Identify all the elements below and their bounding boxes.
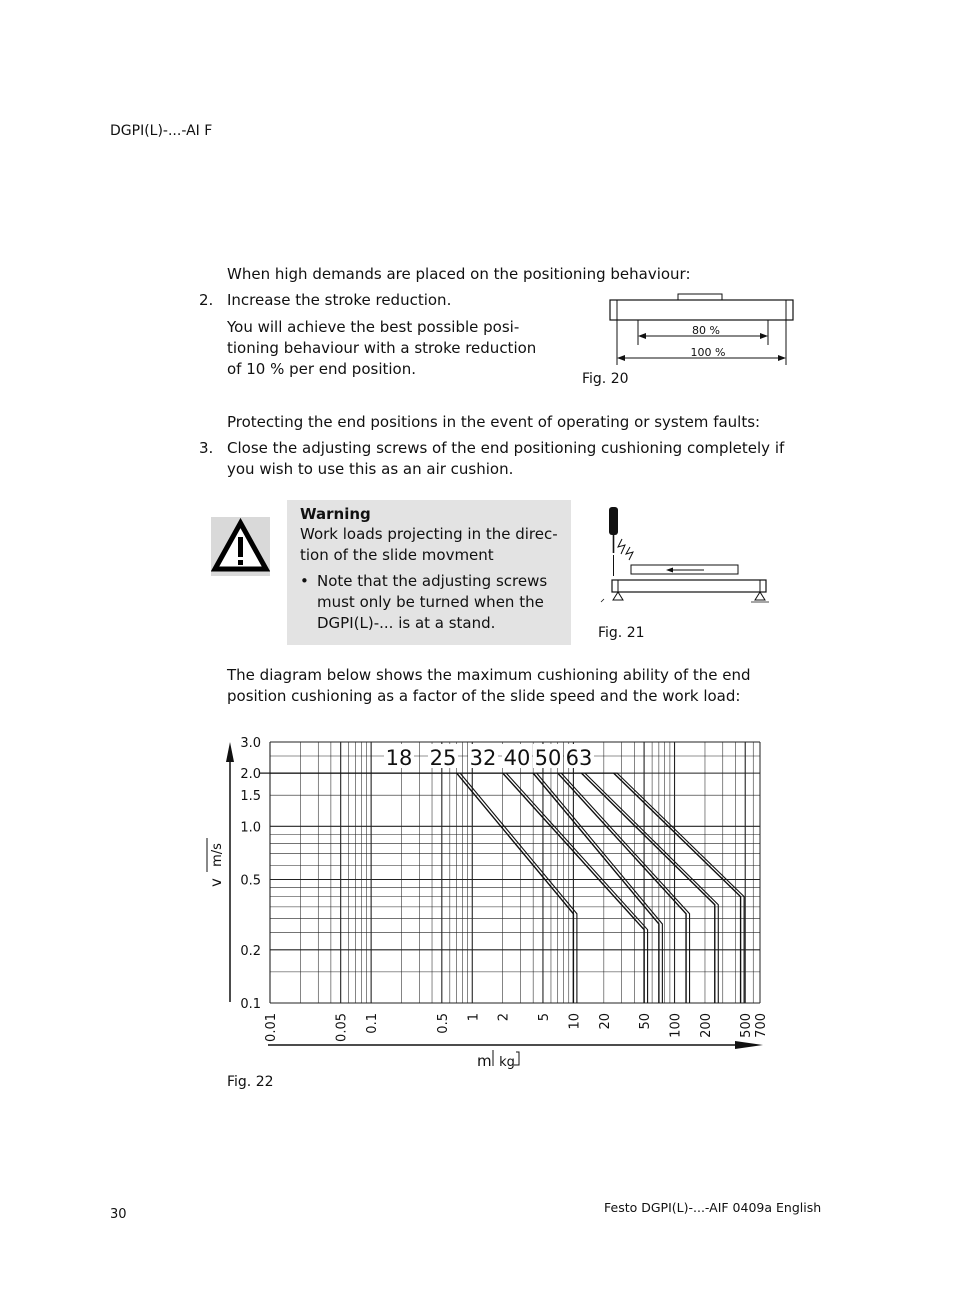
x-tick-label: 0.1 (365, 1013, 381, 1034)
step-2-number: 2. (199, 291, 214, 309)
y-tick-label: 1.0 (240, 820, 261, 836)
step-2-text: Increase the stroke reduction. (227, 291, 452, 309)
step-2-detail-line: You will achieve the best possible posi- (227, 318, 520, 336)
fig21-screwdriver-diagram (596, 503, 776, 608)
warning-bullet-text (317, 571, 567, 634)
x-tick-label: 5 (536, 1013, 552, 1022)
x-axis-label: m (477, 1052, 492, 1070)
x-tick-label: 2 (496, 1013, 512, 1022)
series-label: 32 (469, 746, 497, 770)
step-2-detail-line: tioning behaviour with a stroke reduction (227, 339, 537, 357)
x-tick-label: 100 (668, 1013, 684, 1038)
chart-labels (207, 736, 769, 1070)
y-tick-label: 2.0 (240, 767, 261, 783)
y-tick-label: 1.5 (240, 789, 261, 805)
x-tick-label: 1 (466, 1013, 482, 1022)
x-tick-label: 20 (597, 1013, 613, 1030)
y-tick-label: 0.5 (240, 873, 261, 889)
x-tick-label: 0.01 (264, 1013, 279, 1042)
warning-text-line: Work loads projecting in the direc- (300, 525, 558, 543)
y-axis-arrow (226, 742, 234, 762)
x-tick-label: 200 (698, 1013, 714, 1038)
x-axis-arrow (735, 1041, 763, 1049)
series-line-63 (617, 773, 744, 1003)
fig22-cushioning-chart (195, 732, 775, 1072)
y-axis-unit: m/s (210, 843, 225, 867)
x-tick-label: 700 (754, 1013, 769, 1038)
y-tick-label: 0.1 (240, 997, 261, 1012)
warning-text (300, 524, 565, 566)
series-label: 18 (385, 746, 413, 770)
page-number: 30 (110, 1207, 127, 1222)
warning-bullet-mark: • (300, 572, 309, 590)
warning-triangle-icon (211, 517, 270, 576)
step-2-detail-line: of 10 % per end position. (227, 360, 416, 378)
warning-bullet-line: DGPI(L)-... is at a stand. (317, 614, 496, 632)
series-label: 50 (534, 746, 562, 770)
warning-title: Warning (300, 505, 371, 523)
step-3-text: Close the adjusting screws of the end positioning cushioning completely if you wish to use this as an air cushion. (227, 439, 785, 478)
warning-bullet-line: must only be turned when the (317, 593, 544, 611)
x-tick-label: 10 (567, 1013, 583, 1030)
series-label: 63 (565, 746, 593, 770)
intro-text: When high demands are placed on the positioning behaviour: (227, 265, 691, 283)
diagram-intro-text: The diagram below shows the maximum cushioning ability of the end position cushioning as a factor of the slide speed and the work load: (227, 666, 751, 705)
x-tick-label: 0.5 (435, 1013, 451, 1034)
protect-text: Protecting the end positions in the event of operating or system faults: (227, 413, 761, 431)
fig20-caption: Fig. 20 (582, 371, 629, 387)
y-tick-label: 3.0 (240, 736, 261, 751)
warning-icon-box (211, 517, 270, 576)
step-2-detail (227, 317, 537, 380)
x-tick-label: 0.05 (334, 1013, 350, 1042)
warning-text-line: tion of the slide movment (300, 546, 494, 564)
fig20-label-80: 80 % (692, 324, 720, 337)
fig20-label-100: 100 % (690, 346, 726, 359)
warning-bullet-line: Note that the adjusting screws (317, 572, 548, 590)
header-code: DGPI(L)-...-AI F (110, 123, 213, 139)
series-label: 25 (429, 746, 457, 770)
fig22-caption: Fig. 22 (227, 1074, 274, 1090)
y-tick-label: 0.2 (240, 943, 261, 959)
x-tick-label: 50 (638, 1013, 654, 1030)
series-line-40 (561, 773, 689, 1003)
footer-doc-id: Festo DGPI(L)-...-AIF 0409a English (604, 1200, 822, 1215)
x-tick-label: 500 (739, 1013, 755, 1038)
fig20-stroke-diagram (600, 290, 810, 370)
x-axis-unit: kg (499, 1055, 515, 1070)
fig21-caption: Fig. 21 (598, 625, 645, 641)
series-label: 40 (503, 746, 531, 770)
y-axis-label: v (207, 878, 225, 887)
series-line-18 (460, 773, 577, 1003)
screwdriver-icon (609, 507, 618, 535)
step-3-number: 3. (199, 439, 214, 457)
